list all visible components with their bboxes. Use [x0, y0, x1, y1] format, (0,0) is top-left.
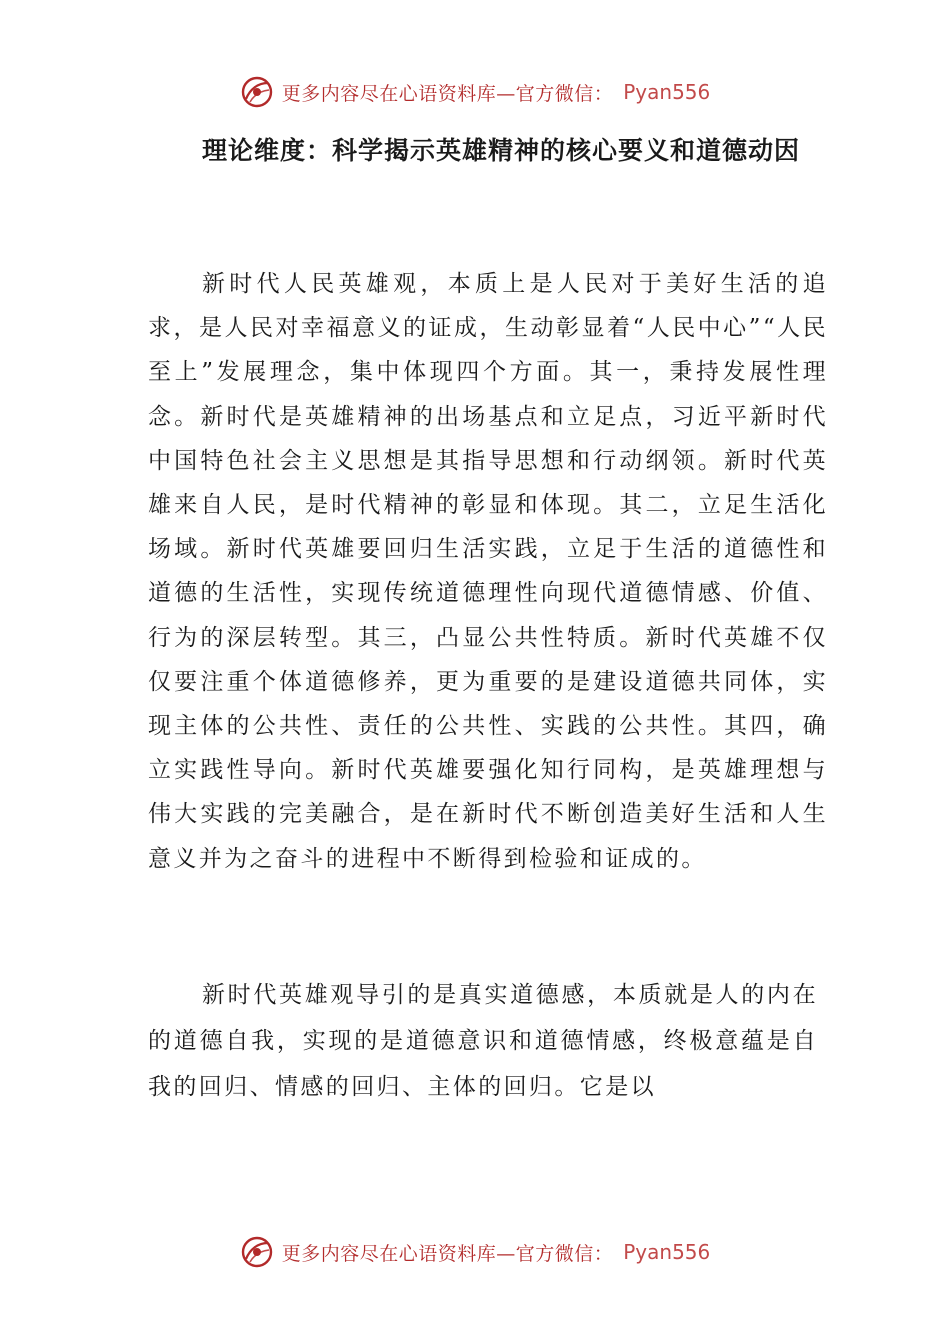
header-watermark: [0, 72, 950, 112]
body-paragraph-2: 新时代英雄观导引的是真实道德感，本质就是人的内在的道德自我，实现的是道德意识和道德情感，终极意蕴是自我的回归、情感的回归、主体的回归。它是以: [148, 982, 818, 1100]
footer-watermark: [0, 1232, 950, 1272]
watermark-logo-icon: [240, 1235, 274, 1269]
watermark-text: 更多内容尽在心语资料库—官方微信：: [281, 82, 614, 105]
watermark-wechat-id: Pyan556: [623, 80, 711, 104]
watermark-text: 更多内容尽在心语资料库—官方微信：: [281, 1242, 614, 1265]
document-title: 理论维度：科学揭示英雄精神的核心要义和道德动因: [202, 136, 801, 165]
watermark-logo-icon: [240, 75, 274, 109]
watermark-wechat-id: Pyan556: [623, 1240, 711, 1264]
body-paragraph-1: 新时代人民英雄观，本质上是人民对于美好生活的追求，是人民对幸福意义的证成，生动彰显着“人民中心”“人民至上”发展理念，集中体现四个方面。其一，秉持发展性理念。新时代是英雄精神的出场基点和立足点，习近平新时代中国特色社会主义思想是其指导思想和行动纲领。新时代英雄来自人民，是时代精神的彰显和体现。其二，立足生活化场域。新时代英雄要回归生活实践，立足于生活的道德性和道德的生活性，实现传统道德理性向现代道德情感、价值、行为的深层转型。其三，凸显公共性特质。新时代英雄不仅仅要注重个体道德修养，更为重要的是建设道德共同体，实现主体的公共性、责任的公共性、实践的公共性。其四，确立实践性导向。新时代英雄要强化知行同构，是英雄理想与伟大实践的完美融合，是在新时代不断创造美好生活和人生意义并为之奋斗的进程中不断得到检验和证成的。: [148, 271, 828, 872]
